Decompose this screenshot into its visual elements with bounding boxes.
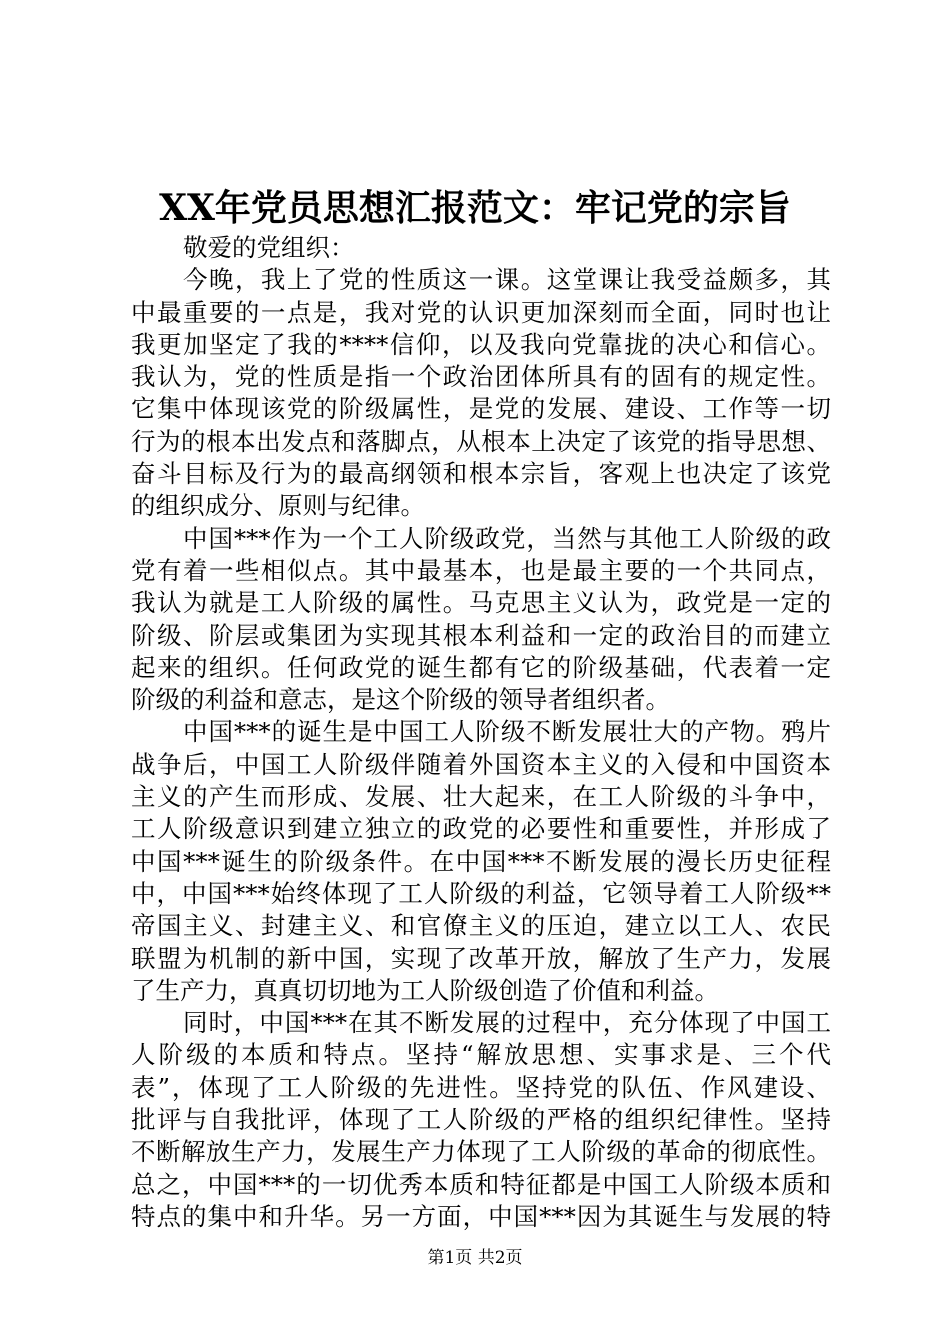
text-line: 中国***的诞生是中国工人阶级不断发展壮大的产物。鸦片 bbox=[183, 717, 831, 747]
text-line: 它集中体现该党的阶级属性，是党的发展、建设、工作等一切 bbox=[131, 394, 831, 424]
text-line: 表”，体现了工人阶级的先进性。坚持党的队伍、作风建设、 bbox=[131, 1072, 831, 1102]
text-line: 行为的根本出发点和落脚点，从根本上决定了该党的指导思想、 bbox=[131, 426, 831, 456]
text-line: 中，中国***始终体现了工人阶级的利益，它领导着工人阶级** bbox=[131, 878, 831, 908]
text-line: 党有着一些相似点。其中最基本，也是最主要的一个共同点， bbox=[131, 555, 831, 585]
text-line: 我认为，党的性质是指一个政治团体所具有的固有的规定性。 bbox=[131, 362, 831, 392]
document-title: XX年党员思想汇报范文：牢记党的宗旨 bbox=[159, 187, 791, 229]
text-line: 起来的组织。任何政党的诞生都有它的阶级基础，代表着一定 bbox=[131, 652, 831, 682]
text-line: 敬爱的党组织： bbox=[183, 233, 355, 262]
text-line: 总之，中国***的一切优秀本质和特征都是中国工人阶级本质和 bbox=[131, 1169, 831, 1199]
text-line: 我认为就是工人阶级的属性。马克思主义认为，政党是一定的 bbox=[131, 588, 831, 618]
text-line: 联盟为机制的新中国，实现了改革开放，解放了生产力，发展 bbox=[131, 943, 831, 973]
text-line: 帝国主义、封建主义、和官僚主义的压迫，建立以工人、农民 bbox=[131, 911, 831, 941]
document-body bbox=[131, 232, 831, 1233]
text-line: 人阶级的本质和特点。坚持“解放思想、实事求是、三个代 bbox=[131, 1040, 831, 1070]
page-footer: 第1页 共2页 bbox=[427, 1248, 523, 1268]
text-line: 批评与自我批评，体现了工人阶级的严格的组织纪律性。坚持 bbox=[131, 1105, 831, 1135]
text-line: 阶级的利益和意志，是这个阶级的领导者组织者。 bbox=[131, 685, 670, 715]
text-line: 工人阶级意识到建立独立的政党的必要性和重要性，并形成了 bbox=[131, 814, 831, 844]
text-line: 战争后，中国工人阶级伴随着外国资本主义的入侵和中国资本 bbox=[131, 749, 831, 779]
text-line: 奋斗目标及行为的最高纲领和根本宗旨，客观上也决定了该党 bbox=[131, 459, 831, 489]
text-line: 今晚，我上了党的性质这一课。这堂课让我受益颇多，其 bbox=[183, 265, 831, 295]
text-line: 中最重要的一点是，我对党的认识更加深刻而全面，同时也让 bbox=[131, 297, 831, 327]
text-line: 中国***作为一个工人阶级政党，当然与其他工人阶级的政 bbox=[183, 523, 831, 553]
text-line: 特点的集中和升华。另一方面，中国***因为其诞生与发展的特 bbox=[131, 1201, 831, 1231]
text-line: 阶级、阶层或集团为实现其根本利益和一定的政治目的而建立 bbox=[131, 620, 831, 650]
text-line: 主义的产生而形成、发展、壮大起来，在工人阶级的斗争中， bbox=[131, 782, 831, 812]
text-line: 中国***诞生的阶级条件。在中国***不断发展的漫长历史征程 bbox=[131, 846, 831, 876]
text-line: 同时，中国***在其不断发展的过程中，充分体现了中国工 bbox=[183, 1008, 831, 1038]
text-line: 的组织成分、原则与纪律。 bbox=[131, 491, 425, 521]
text-line: 我更加坚定了我的****信仰，以及我向党靠拢的决心和信心。 bbox=[131, 329, 831, 359]
text-line: 不断解放生产力，发展生产力体现了工人阶级的革命的彻底性。 bbox=[131, 1137, 831, 1167]
text-line: 了生产力，真真切切地为工人阶级创造了价值和利益。 bbox=[131, 975, 719, 1005]
